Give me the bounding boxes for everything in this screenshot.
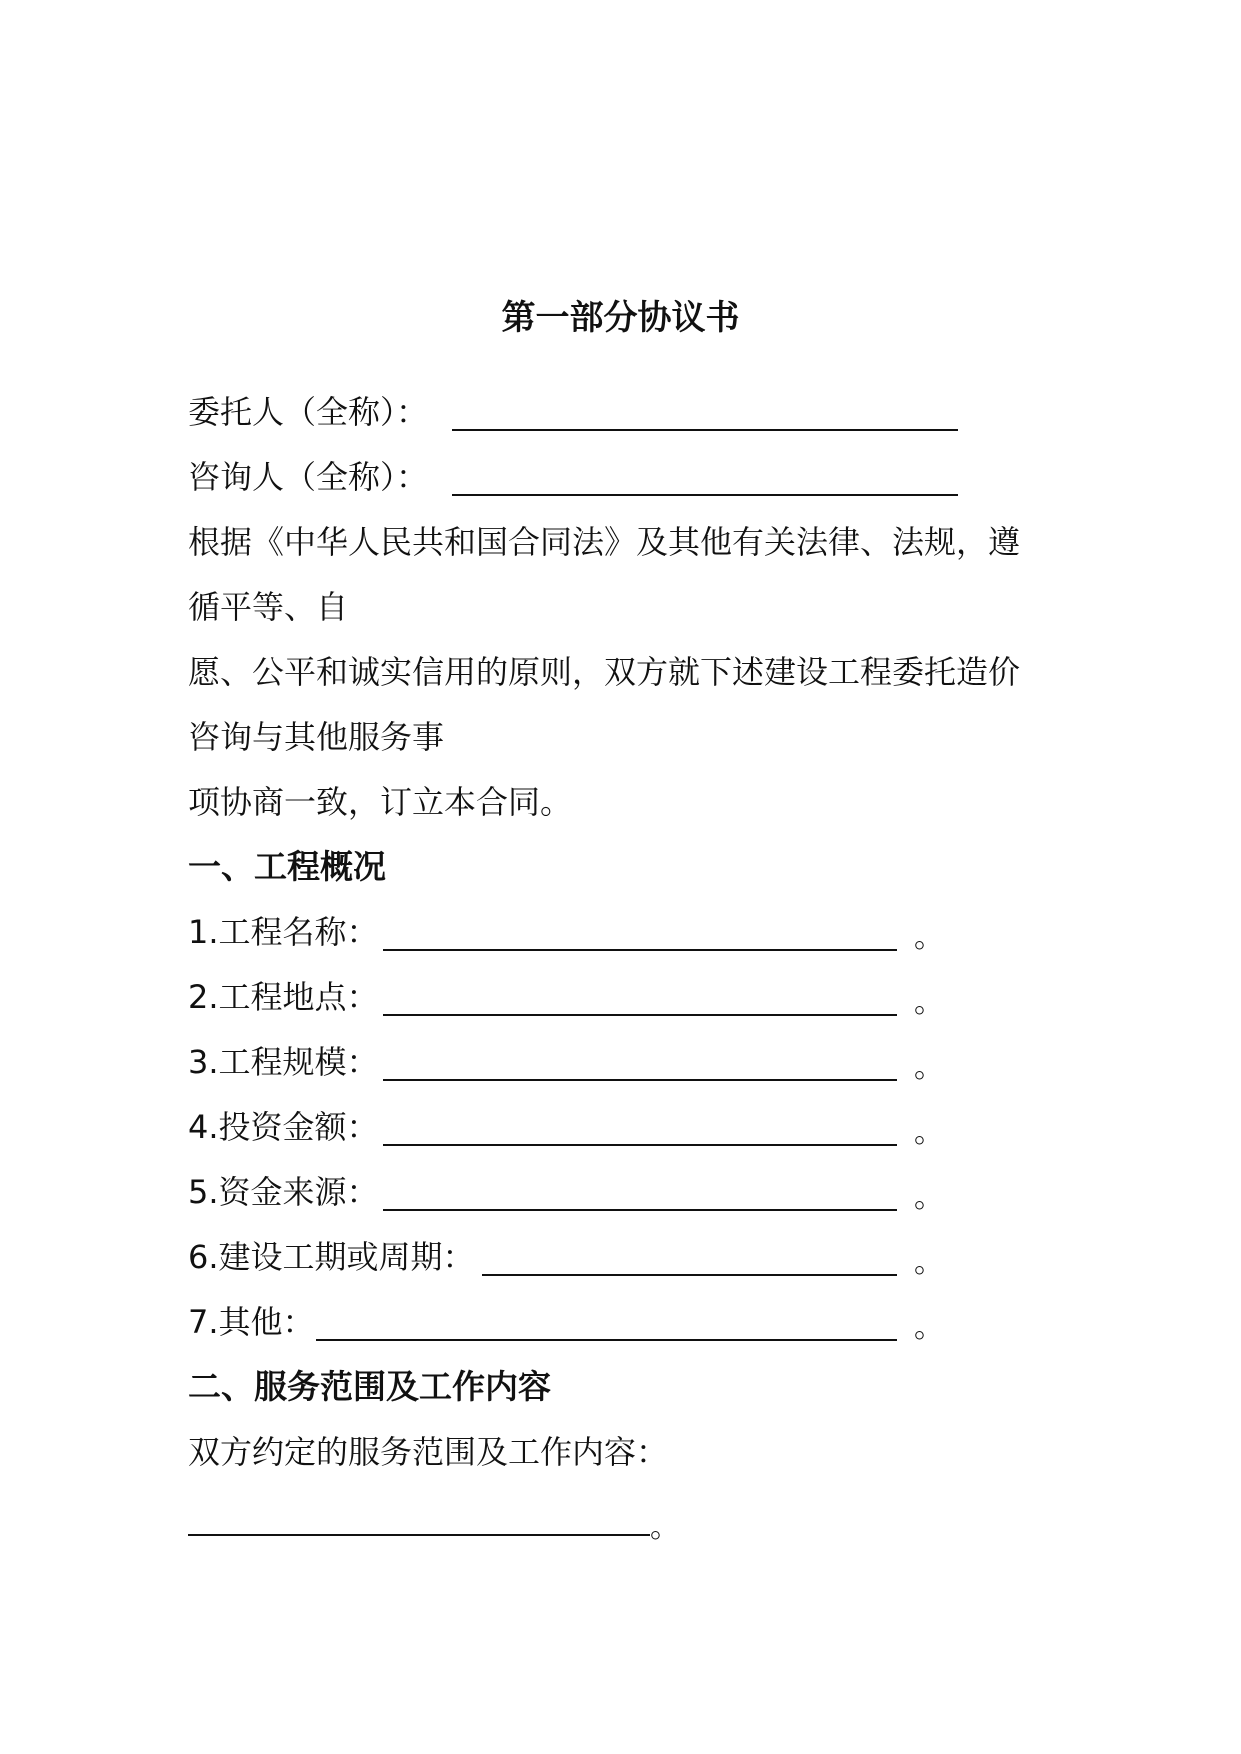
- project-item-duration: 6.建设工期或周期：: [188, 1238, 475, 1276]
- project-investment-blank[interactable]: [383, 1144, 897, 1146]
- project-duration-blank[interactable]: [482, 1274, 897, 1276]
- intro-line-5: 项协商一致，订立本合同。: [188, 783, 573, 821]
- project-name-blank[interactable]: [383, 949, 897, 951]
- project-item-funding: 5.资金来源：: [188, 1173, 379, 1211]
- project-item-scale: 3.工程规模：: [188, 1043, 379, 1081]
- scope-content-blank[interactable]: [188, 1534, 650, 1536]
- project-location-blank[interactable]: [383, 1014, 897, 1016]
- period-mark: 。: [914, 920, 944, 955]
- period-mark: 。: [914, 1050, 944, 1085]
- period-mark: 。: [914, 1115, 944, 1150]
- section2-heading: 二、服务范围及工作内容: [188, 1367, 551, 1406]
- project-other-blank[interactable]: [316, 1339, 897, 1341]
- project-item-other: 7.其他：: [188, 1303, 315, 1341]
- project-item-name: 1.工程名称：: [188, 913, 379, 951]
- period-mark: 。: [914, 985, 944, 1020]
- period-mark: 。: [914, 1245, 944, 1280]
- consultant-name-blank[interactable]: [452, 494, 958, 496]
- intro-line-1: 根据《中华人民共和国合同法》及其他有关法律、法规，遵: [188, 523, 1021, 561]
- intro-line-2: 循平等、自: [188, 588, 349, 626]
- consultant-label: 咨询人（全称）：: [188, 458, 429, 496]
- period-mark: 。: [914, 1180, 944, 1215]
- project-scale-blank[interactable]: [383, 1079, 897, 1081]
- scope-label: 双方约定的服务范围及工作内容：: [188, 1433, 669, 1471]
- client-label: 委托人（全称）：: [188, 393, 429, 431]
- project-item-location: 2.工程地点：: [188, 978, 379, 1016]
- section1-heading: 一、工程概况: [188, 847, 386, 886]
- period-mark: 。: [650, 1510, 680, 1545]
- intro-line-4: 咨询与其他服务事: [188, 718, 445, 756]
- period-mark: 。: [914, 1310, 944, 1345]
- client-name-blank[interactable]: [452, 429, 958, 431]
- intro-line-3: 愿、公平和诚实信用的原则，双方就下述建设工程委托造价: [188, 653, 1021, 691]
- document-title: 第一部分协议书: [501, 298, 740, 338]
- project-funding-blank[interactable]: [383, 1209, 897, 1211]
- project-item-investment: 4.投资金额：: [188, 1108, 379, 1146]
